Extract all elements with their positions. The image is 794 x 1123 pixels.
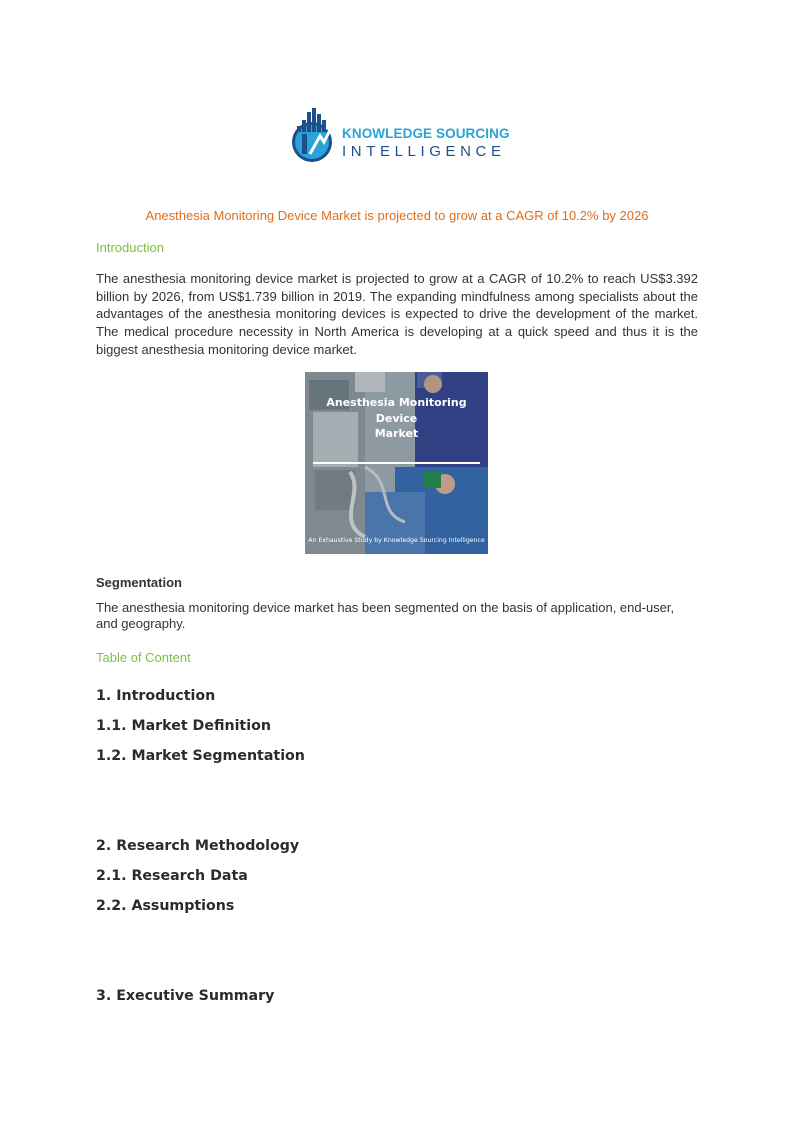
image-title-line1: Anesthesia Monitoring Device [326,396,467,425]
toc-item: 2.2. Assumptions [96,898,235,914]
toc-item: 1.2. Market Segmentation [96,748,305,764]
logo-text-line1: KNOWLEDGE SOURCING [342,126,510,141]
logo-icon [290,106,340,166]
toc-item: 2.1. Research Data [96,868,248,884]
introduction-paragraph: The anesthesia monitoring device market is projected to grow at a CAGR of 10.2% to reach US$3.392 billion by 2026, from US$1.739 billion in 2019. The expanding mindfulness among specialists about the advantages of the anesthesia monitoring devices is expected to drive the development of the market. The medical procedure necessity in North America is developing at a quick speed and thus it is the biggest anesthesia monitoring device market. [96,271,698,357]
image-title [305,395,488,442]
toc-label: Table of Content [96,650,191,665]
logo-text-line2: INTELLIGENCE [342,143,506,160]
company-logo [290,106,510,166]
image-divider [313,462,480,464]
report-title: Anesthesia Monitoring Device Market is projected to grow at a CAGR of 10.2% by 2026 [145,208,649,223]
toc-item: 2. Research Methodology [96,838,300,854]
report-cover-image [305,372,488,554]
image-caption: An Exhaustive Study by Knowledge Sourcing Intelligence [308,537,485,544]
segmentation-paragraph: The anesthesia monitoring device market has been segmented on the basis of application, end-user, and geography. [96,600,675,631]
toc-item: 3. Executive Summary [96,988,275,1004]
introduction-label: Introduction [96,240,164,255]
toc-item: 1. Introduction [96,688,216,704]
toc-item: 1.1. Market Definition [96,718,271,734]
image-title-line2: Market [374,427,419,440]
segmentation-heading: Segmentation [96,575,182,590]
